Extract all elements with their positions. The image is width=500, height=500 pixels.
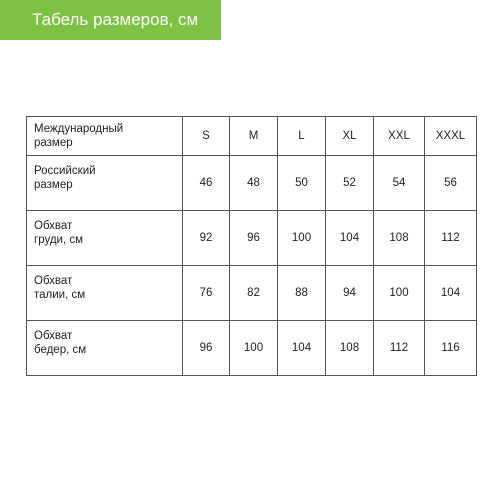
row-label-cell (27, 266, 183, 321)
table-cell: 56 (425, 156, 477, 211)
table-cell: 96 (230, 211, 278, 266)
row-label-line: талии, см (34, 289, 86, 301)
page-title-banner (0, 0, 221, 40)
header-label-cell (27, 117, 183, 156)
table-cell: 54 (374, 156, 425, 211)
row-label-line: Обхват (34, 330, 73, 342)
table-cell: 108 (374, 211, 425, 266)
size-header-xxxl: XXXL (425, 117, 477, 156)
table-row (27, 321, 477, 376)
row-label-cell (27, 211, 183, 266)
table-cell: 100 (374, 266, 425, 321)
size-header-xxl: XXL (374, 117, 425, 156)
size-header-xl: XL (326, 117, 374, 156)
table-row (27, 266, 477, 321)
size-chart-table (26, 116, 477, 376)
row-label-line: Российский (34, 165, 96, 177)
size-header-m: M (230, 117, 278, 156)
row-label-cell (27, 156, 183, 211)
table-header-row (27, 117, 477, 156)
table-cell: 100 (278, 211, 326, 266)
table-cell: 48 (230, 156, 278, 211)
table-cell: 104 (326, 211, 374, 266)
table-cell: 116 (425, 321, 477, 376)
table-cell: 88 (278, 266, 326, 321)
table-cell: 96 (183, 321, 230, 376)
page-title: Табель размеров, см (32, 10, 199, 29)
table-cell: 52 (326, 156, 374, 211)
row-label-line: Обхват (34, 220, 73, 232)
table-cell: 104 (425, 266, 477, 321)
size-header-l: L (278, 117, 326, 156)
header-label-line: Международный (34, 123, 124, 135)
table-cell: 112 (374, 321, 425, 376)
table-cell: 92 (183, 211, 230, 266)
table-cell: 46 (183, 156, 230, 211)
table-cell: 76 (183, 266, 230, 321)
row-label-line: груди, см (34, 234, 84, 246)
row-label-cell (27, 321, 183, 376)
table-cell: 50 (278, 156, 326, 211)
table-cell: 100 (230, 321, 278, 376)
header-label-line: размер (34, 137, 73, 149)
row-label-line: Обхват (34, 275, 73, 287)
table-row (27, 156, 477, 211)
table-cell: 108 (326, 321, 374, 376)
table-row (27, 211, 477, 266)
size-header-s: S (183, 117, 230, 156)
table-cell: 104 (278, 321, 326, 376)
row-label-line: размер (34, 179, 73, 191)
table-cell: 112 (425, 211, 477, 266)
table-cell: 82 (230, 266, 278, 321)
table-cell: 94 (326, 266, 374, 321)
row-label-line: бедер, см (34, 344, 87, 356)
